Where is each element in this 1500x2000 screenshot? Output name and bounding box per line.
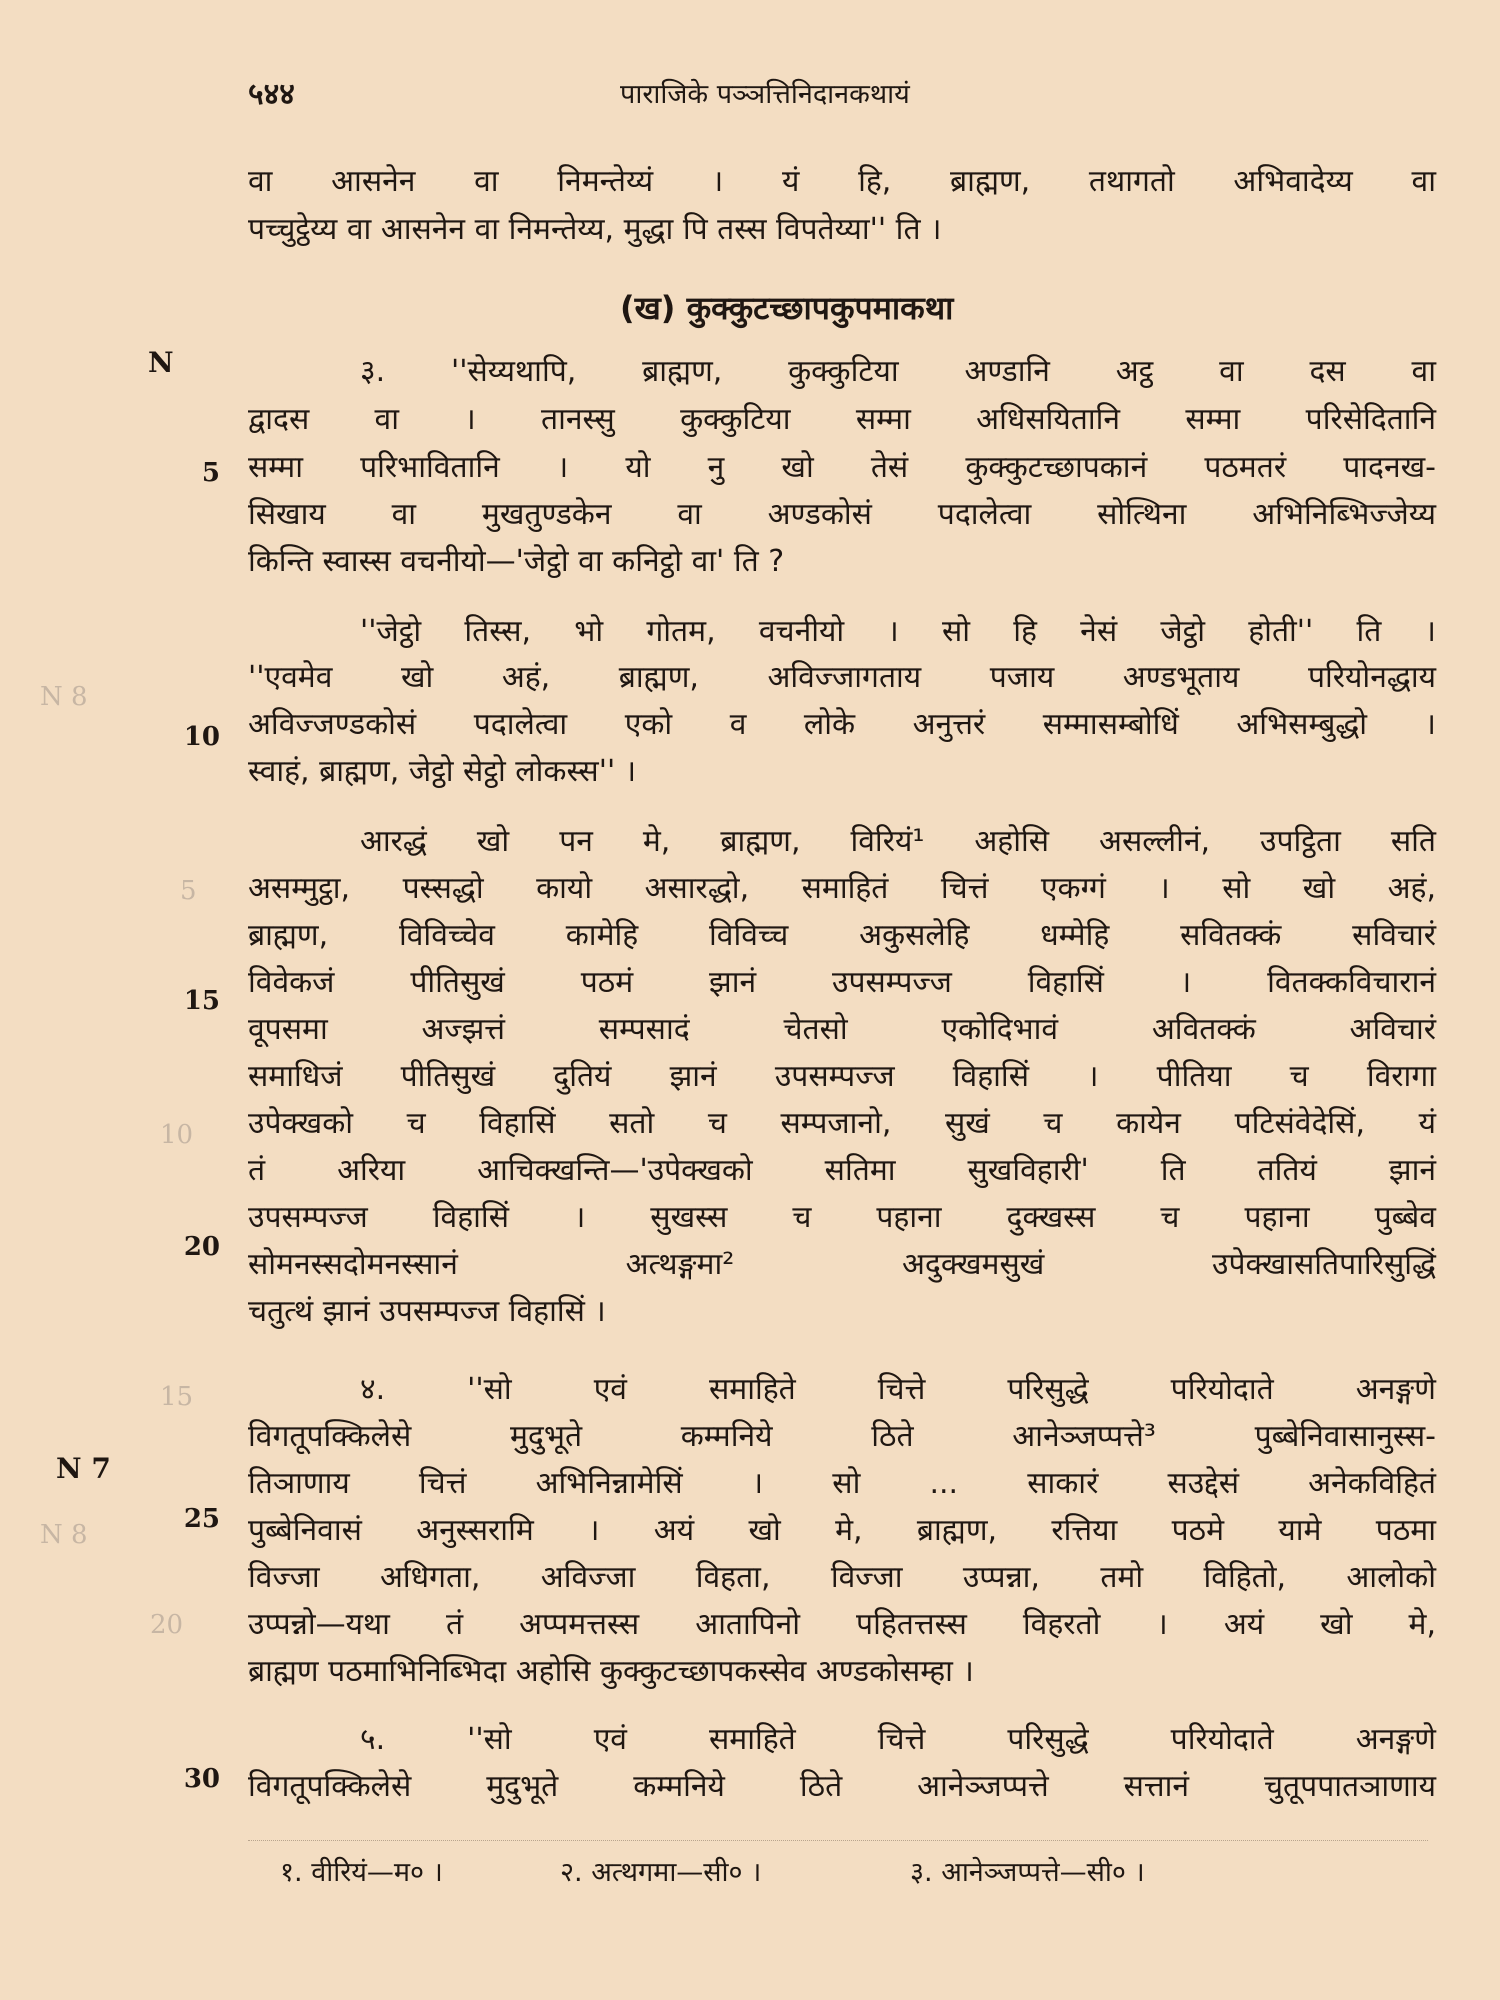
bleed-through-mark: 10 <box>160 1120 194 1150</box>
line-number: 10 <box>183 722 220 752</box>
footnote-rule <box>248 1840 1428 1841</box>
line-number: 20 <box>183 1232 220 1262</box>
text-line: तिञाणाय चित्तं अभिनिन्नामेसिं । सो ... साकारं सउद्देसं अनेकविहितं <box>248 1466 1436 1501</box>
text-line: सोमनस्सदोमनस्सानं अत्थङ्गमा² अदुक्खमसुखं उपेक्खासतिपारिसुद्धिं <box>248 1247 1436 1282</box>
bleed-through-mark: 20 <box>150 1610 184 1640</box>
line-number: 25 <box>183 1504 220 1534</box>
bleed-through-mark: N 8 <box>40 1520 88 1550</box>
text-line: विगतूपक्किलेसे मुदुभूते कम्मनिये ठिते आनेञ्जप्पत्ते सत्तानं चुतूपपातञाणाय <box>248 1769 1436 1804</box>
text-line: चतुत्थं झानं उपसम्पज्ज विहासिं । <box>248 1294 606 1329</box>
text-line: ब्राह्मण पठमाभिनिब्भिदा अहोसि कुक्कुटच्छापकस्सेव अण्डकोसम्हा । <box>248 1654 974 1689</box>
text-line: विगतूपक्किलेसे मुदुभूते कम्मनिये ठिते आनेञ्जप्पत्ते³ पुब्बेनिवासानुस्स- <box>248 1419 1436 1454</box>
text-line: उपसम्पज्ज विहासिं । सुखस्स च पहाना दुक्खस्स च पहाना पुब्बेव <box>248 1200 1436 1235</box>
text-line: अविज्जण्डकोसं पदालेत्वा एको व लोके अनुत्तरं सम्मासम्बोधिं अभिसम्बुद्धो । <box>248 707 1436 742</box>
text-line: द्वादस वा । तानस्सु कुक्कुटिया सम्मा अधिसयितानि सम्मा परिसेदितानि <box>248 402 1436 437</box>
text-line: ''जेट्ठो तिस्स, भो गोतम, वचनीयो । सो हि नेसं जेट्ठो होती'' ति । <box>360 614 1436 649</box>
line-number: 15 <box>183 986 220 1016</box>
text-line: ४. ''सो एवं समाहिते चित्ते परिसुद्धे परियोदाते अनङ्गणे <box>360 1372 1436 1407</box>
running-title: पाराजिके पञ्ञत्तिनिदानकथायं <box>620 79 910 110</box>
line-number: 5 <box>201 458 220 488</box>
text-line: आरद्धं खो पन मे, ब्राह्मण, विरियं¹ अहोसि असल्लीनं, उपट्ठिता सति <box>360 824 1436 859</box>
text-line: तं अरिया आचिक्खन्ति—'उपेक्खको सतिमा सुखविहारी' ति ततियं झानं <box>248 1153 1436 1188</box>
bleed-through-mark: N 8 <box>40 682 88 712</box>
text-line: असम्मुट्ठा, पस्सद्धो कायो असारद्धो, समाहितं चित्तं एकग्गं । सो खो अहं, <box>248 871 1436 906</box>
footnote: २. अत्थगमा—सी० । <box>560 1857 762 1888</box>
text-line: स्वाहं, ब्राह्मण, जेट्ठो सेट्ठो लोकस्स'' । <box>248 754 637 789</box>
page-number: ५४४ <box>248 77 295 112</box>
margin-mark: N <box>148 346 174 379</box>
text-line: समाधिजं पीतिसुखं दुतियं झानं उपसम्पज्ज विहासिं । पीतिया च विरागा <box>248 1059 1436 1094</box>
text-line: सम्मा परिभावितानि । यो नु खो तेसं कुक्कुटच्छापकानं पठमतरं पादनख- <box>248 450 1436 485</box>
text-line: ३. ''सेय्यथापि, ब्राह्मण, कुक्कुटिया अण्डानि अट्ठ वा दस वा <box>360 354 1436 389</box>
text-line: पच्चुट्ठेय्य वा आसनेन वा निमन्तेय्य, मुद्धा पि तस्स विपतेय्या'' ति । <box>248 212 942 247</box>
margin-mark: N 7 <box>56 1452 111 1485</box>
text-line: उपेक्खको च विहासिं सतो च सम्पजानो, सुखं च कायेन पटिसंवेदेसिं, यं <box>248 1106 1436 1141</box>
line-number: 30 <box>183 1764 220 1794</box>
text-line: ''एवमेव खो अहं, ब्राह्मण, अविज्जागताय पजाय अण्डभूताय परियोनद्धाय <box>248 660 1436 695</box>
text-line: उप्पन्नो—यथा तं अप्पमत्तस्स आतापिनो पहितत्तस्स विहरतो । अयं खो मे, <box>248 1607 1436 1642</box>
text-line: किन्ति स्वास्स वचनीयो—'जेट्ठो वा कनिट्ठो वा' ति ? <box>248 544 785 579</box>
footnote: ३. आनेञ्जप्पत्ते—सी० । <box>910 1857 1145 1888</box>
text-line: वा आसनेन वा निमन्तेय्यं । यं हि, ब्राह्मण, तथागतो अभिवादेय्य वा <box>248 164 1436 199</box>
text-line: ब्राह्मण, विविच्चेव कामेहि विविच्च अकुसलेहि धम्मेहि सवितक्कं सविचारं <box>248 918 1436 953</box>
text-line: पुब्बेनिवासं अनुस्सरामि । अयं खो मे, ब्राह्मण, रत्तिया पठमे यामे पठमा <box>248 1513 1436 1548</box>
text-line: वूपसमा अज्झत्तं सम्पसादं चेतसो एकोदिभावं अवितक्कं अविचारं <box>248 1012 1436 1047</box>
text-line: सिखाय वा मुखतुण्डकेन वा अण्डकोसं पदालेत्वा सोत्थिना अभिनिब्भिज्जेय्य <box>248 497 1436 532</box>
section-heading: (ख) कुक्कुटच्छापकुपमाकथा <box>620 289 954 327</box>
footnote: १. वीरियं—म० । <box>280 1857 443 1888</box>
text-line: विवेकजं पीतिसुखं पठमं झानं उपसम्पज्ज विहासिं । वितक्कविचारानं <box>248 965 1436 1000</box>
text-line: ५. ''सो एवं समाहिते चित्ते परिसुद्धे परियोदाते अनङ्गणे <box>360 1722 1436 1757</box>
bleed-through-mark: 15 <box>160 1382 194 1412</box>
bleed-through-mark: 5 <box>180 876 197 906</box>
text-line: विज्जा अधिगता, अविज्जा विहता, विज्जा उप्पन्ना, तमो विहितो, आलोको <box>248 1560 1436 1595</box>
